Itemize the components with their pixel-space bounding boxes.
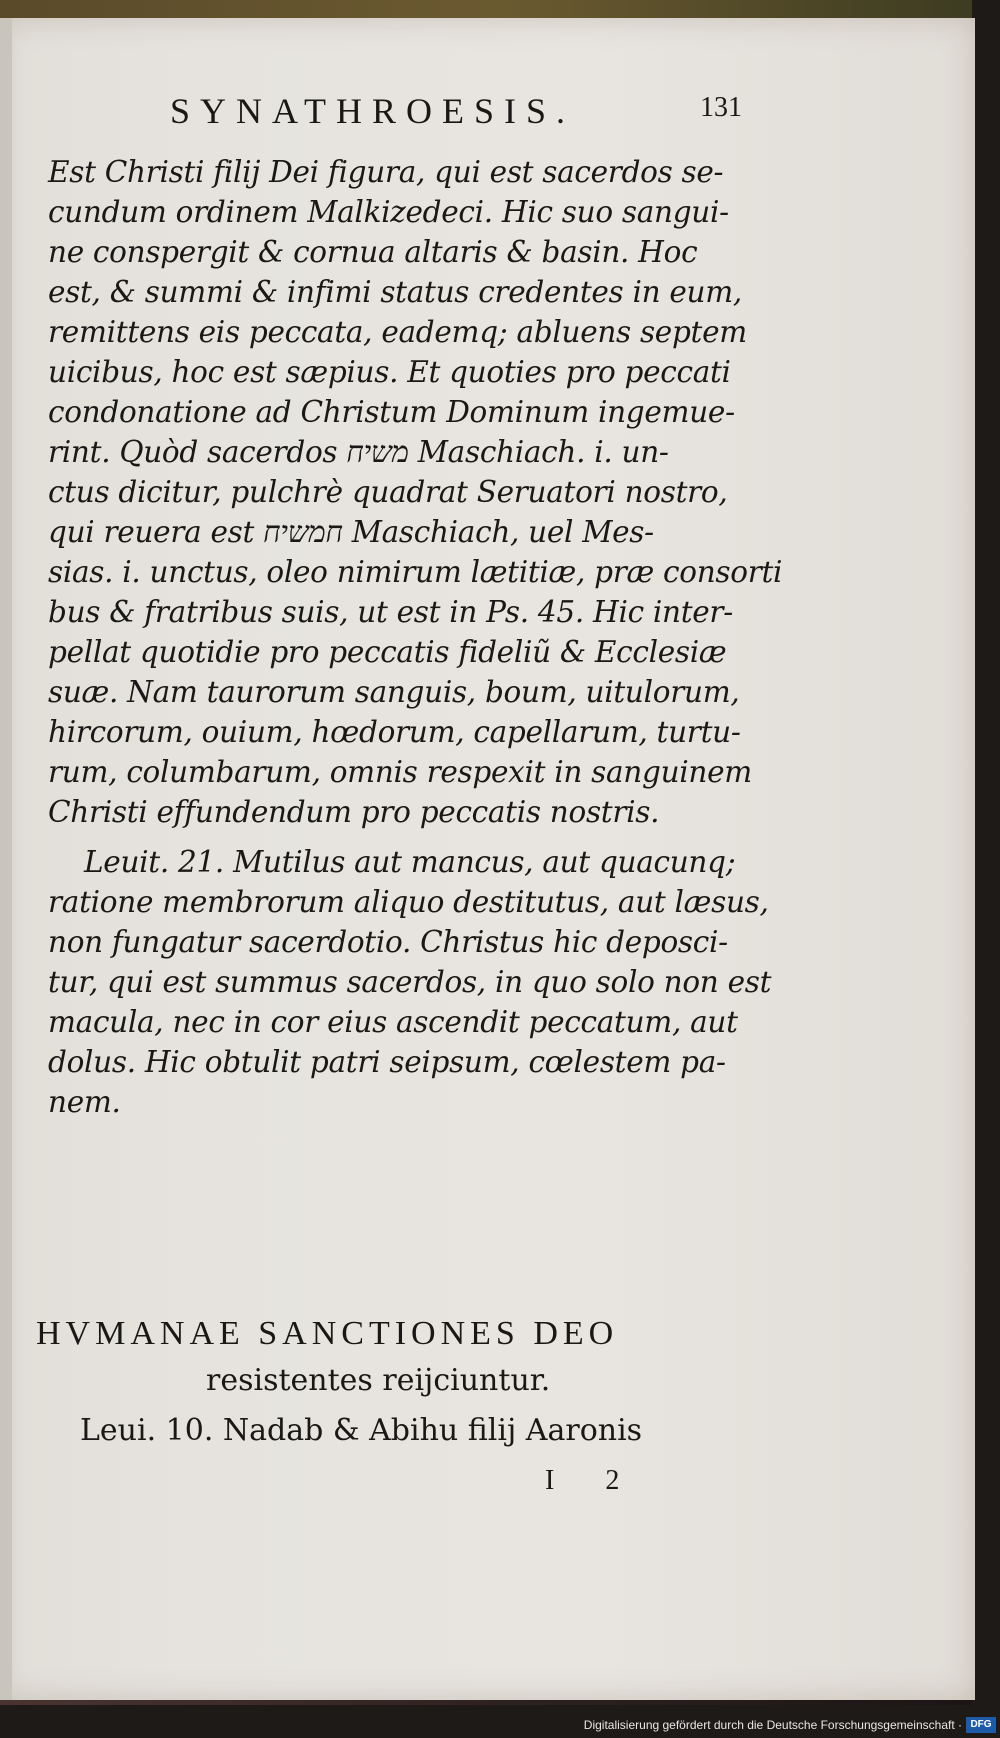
text-line: uicibus, hoc est sæpius. Et quoties pro peccati: [48, 355, 731, 389]
text-line: rum, columbarum, omnis respexit in sanguinem: [48, 755, 752, 789]
text-line: Leuit. 21. Mutilus aut mancus, aut quacunq;: [84, 845, 736, 879]
text-line: ratione membrorum aliquo destitutus, aut læsus,: [48, 885, 769, 919]
text-line: macula, nec in cor eius ascendit peccatum, aut: [48, 1005, 738, 1039]
text-line: non fungatur sacerdotio. Christus hic deposci-: [48, 925, 728, 959]
text-line: pellat quotidie pro peccatis fideliũ & Ecclesiæ: [48, 635, 727, 669]
show-through-text: [265, 1225, 685, 1255]
text-line: Christi effundendum pro peccatis nostris.: [48, 795, 660, 829]
text-line: Leui. 10. Nadab & Abihu filij Aaronis: [80, 1413, 643, 1448]
dfg-logo: DFG: [966, 1717, 996, 1733]
funding-credit: Digitalisierung gefördert durch die Deutsche Forschungsgemeinschaft ·: [583, 1718, 962, 1732]
text-line: cundum ordinem Malkizedeci. Hic suo sangui-: [48, 195, 729, 229]
text-line: ne conspergit & cornua altaris & basin. Hoc: [48, 235, 698, 269]
text-line: tur, qui est summus sacerdos, in quo solo non est: [48, 965, 772, 999]
text-line: Est Christi filij Dei figura, qui est sacerdos se-: [48, 155, 724, 189]
text-line: est, & summi & infimi status credentes in eum,: [48, 275, 742, 309]
text-line: nem.: [48, 1085, 121, 1119]
section-subheading: resistentes reijciuntur.: [206, 1363, 551, 1398]
page-number: 131: [700, 92, 742, 123]
section-heading: HVMANAE SANCTIONES DEO: [36, 1315, 619, 1352]
signature-mark: I 2: [545, 1465, 642, 1496]
text-line: sias. i. unctus, oleo nimirum lætitiæ, præ consorti: [48, 555, 783, 589]
text-line: suæ. Nam taurorum sanguis, boum, uitulorum,: [48, 675, 740, 709]
text-line: dolus. Hic obtulit patri seipsum, cœlestem pa-: [48, 1045, 726, 1079]
scan-right-edge: [972, 0, 1000, 1738]
text-line: ctus dicitur, pulchrè quadrat Seruatori nostro,: [48, 475, 728, 509]
running-head: SYNATHROESIS.: [170, 91, 576, 131]
text-line: rint. Quòd sacerdos משיח Maschiach. i. un-: [48, 435, 669, 469]
text-line: qui reuera est חמשיח Maschiach, uel Mes-: [48, 515, 654, 549]
text-line: hircorum, ouium, hœdorum, capellarum, turtu-: [48, 715, 741, 749]
text-line: remittens eis peccata, eademq; abluens septem: [48, 315, 747, 349]
text-line: condonatione ad Christum Dominum ingemue-: [48, 395, 735, 429]
text-line: bus & fratribus suis, ut est in Ps. 45. Hic inter-: [48, 595, 733, 629]
page-gutter: [0, 18, 12, 1700]
